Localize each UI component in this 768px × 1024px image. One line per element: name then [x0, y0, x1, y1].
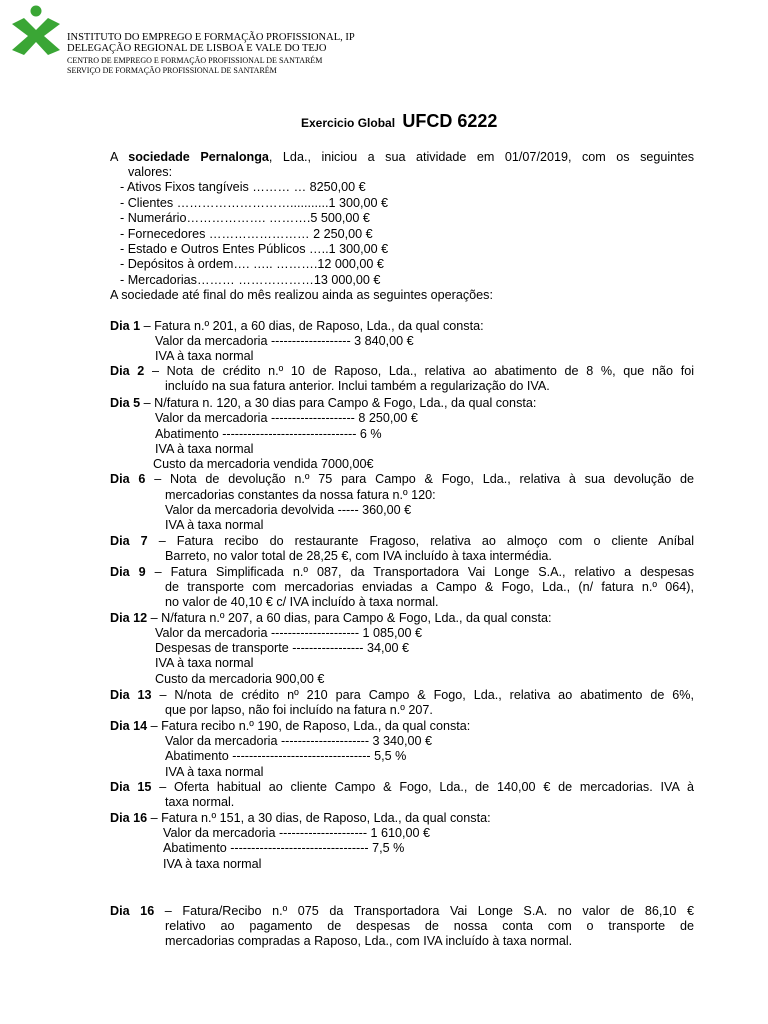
- title-code: UFCD 6222: [402, 111, 498, 131]
- operation-day-2: Dia 2 – Nota de crédito n.º 10 de Raposo, Lda., relativa ao abatimento de 8 %, que não foi: [110, 364, 694, 378]
- header-line-1: INSTITUTO DO EMPREGO E FORMAÇÃO PROFISSIONAL, IP: [67, 32, 355, 43]
- company-name: sociedade Pernalonga: [128, 150, 269, 164]
- detail-line: Valor da mercadoria -------------------- 8 250,00 €: [155, 411, 418, 425]
- detail-line: Valor da mercadoria --------------------- 3 340,00 €: [165, 734, 433, 748]
- detail-line: mercadorias compradas a Raposo, Lda., com IVA incluído à taxa normal.: [165, 934, 573, 948]
- detail-line: IVA à taxa normal: [155, 656, 254, 670]
- detail-line: de transporte com mercadorias enviadas a Campo & Fogo, Lda., (n/ fatura n.º 064),: [165, 580, 694, 594]
- operation-day-14: Dia 14 – Fatura recibo n.º 190, de Raposo, Lda., da qual consta:: [110, 719, 471, 733]
- title-prefix: Exercicio Global: [301, 116, 396, 130]
- operation-day-15: Dia 15 – Oferta habitual ao cliente Campo & Fogo, Lda., de 140,00 € de mercadorias. IVA à: [110, 780, 694, 794]
- asset-line: - Mercadorias……… ………………13 000,00 €: [120, 273, 381, 287]
- detail-line: IVA à taxa normal: [165, 518, 264, 532]
- asset-line: - Fornecedores …………………… 2 250,00 €: [120, 227, 373, 241]
- detail-line: Barreto, no valor total de 28,25 €, com IVA incluído à taxa intermédia.: [165, 549, 552, 563]
- asset-line: - Numerário………………. ……….5 500,00 €: [120, 211, 370, 225]
- detail-line: relativo ao pagamento de despesas de nossa conta com o transporte de: [165, 919, 694, 933]
- detail-line: Valor da mercadoria --------------------- 1 610,00 €: [163, 826, 431, 840]
- detail-line: IVA à taxa normal: [155, 442, 254, 456]
- iefp-logo: [10, 4, 62, 56]
- asset-line: - Ativos Fixos tangíveis ……… … 8250,00 €: [120, 180, 366, 194]
- logo-icon: [10, 4, 62, 56]
- detail-line: no valor de 40,10 € c/ IVA incluído à taxa normal.: [165, 595, 439, 609]
- detail-line: Valor da mercadoria --------------------- 1 085,00 €: [155, 626, 423, 640]
- detail-line: Valor da mercadoria ------------------- 3 840,00 €: [155, 334, 414, 348]
- detail-line: Custo da mercadoria vendida 7000,00€: [153, 457, 374, 471]
- detail-line: mercadorias constantes da nossa fatura n.º 120:: [165, 488, 436, 502]
- operation-day-5: Dia 5 – N/fatura n. 120, a 30 dias para Campo & Fogo, Lda., da qual consta:: [110, 396, 537, 410]
- intro-paragraph: A sociedade Pernalonga, Lda., iniciou a sua atividade em 01/07/2019, com os seguintes: [110, 150, 694, 164]
- header-line-4: SERVIÇO DE FORMAÇÃO PROFISSIONAL DE SANTARÉM: [67, 66, 277, 75]
- detail-line: Custo da mercadoria 900,00 €: [155, 672, 325, 686]
- detail-line: Abatimento -------------------------------- 6 %: [155, 427, 382, 441]
- detail-line: Despesas de transporte ----------------- 34,00 €: [155, 641, 410, 655]
- detail-line: incluído na sua fatura anterior. Inclui também a regularização do IVA.: [165, 379, 550, 393]
- detail-line: Abatimento --------------------------------- 7,5 %: [163, 841, 405, 855]
- page-title: [301, 110, 497, 134]
- asset-line: - Depósitos à ordem…. ….. ……….12 000,00 €: [120, 257, 384, 271]
- operation-day-7: Dia 7 – Fatura recibo do restaurante Fragoso, relativa ao almoço com o cliente Aníbal: [110, 534, 694, 548]
- detail-line: Valor da mercadoria devolvida ----- 360,00 €: [165, 503, 412, 517]
- detail-line: que por lapso, não foi incluído na fatura n.º 207.: [165, 703, 433, 717]
- intro-end: A sociedade até final do mês realizou ainda as seguintes operações:: [110, 288, 493, 302]
- header-line-3: CENTRO DE EMPREGO E FORMAÇÃO PROFISSIONAL DE SANTARÉM: [67, 56, 323, 65]
- detail-line: IVA à taxa normal: [165, 765, 264, 779]
- operation-day-1: Dia 1 – Fatura n.º 201, a 60 dias, de Raposo, Lda., da qual consta:: [110, 319, 484, 333]
- header-line-2: DELEGAÇÃO REGIONAL DE LISBOA E VALE DO TEJO: [67, 43, 327, 54]
- detail-line: Abatimento --------------------------------- 5,5 %: [165, 749, 407, 763]
- asset-line: - Clientes ………………………...........1 300,00 €: [120, 196, 389, 210]
- detail-line: taxa normal.: [165, 795, 235, 809]
- detail-line: IVA à taxa normal: [163, 857, 262, 871]
- operation-day-13: Dia 13 – N/nota de crédito nº 210 para Campo & Fogo, Lda., relativa ao abatimento de 6%,: [110, 688, 695, 702]
- operation-day-9: Dia 9 – Fatura Simplificada n.º 087, da Transportadora Vai Longe S.A., relativo a despesas: [110, 565, 694, 579]
- asset-line: - Estado e Outros Entes Públicos …..1 300,00 €: [120, 242, 389, 256]
- operation-day-12: Dia 12 – N/fatura n.º 207, a 60 dias, para Campo & Fogo, Lda., da qual consta:: [110, 611, 552, 625]
- operation-day-6: Dia 6 – Nota de devolução n.º 75 para Campo & Fogo, Lda., relativa à sua devolução de: [110, 472, 694, 486]
- operation-day-16: Dia 16 – Fatura n.º 151, a 30 dias, de Raposo, Lda., da qual consta:: [110, 811, 491, 825]
- operation-day-16-transport: Dia 16 – Fatura/Recibo n.º 075 da Transportadora Vai Longe S.A. no valor de 86,10 €: [110, 904, 694, 918]
- detail-line: IVA à taxa normal: [155, 349, 254, 363]
- intro-cont: valores:: [128, 165, 173, 179]
